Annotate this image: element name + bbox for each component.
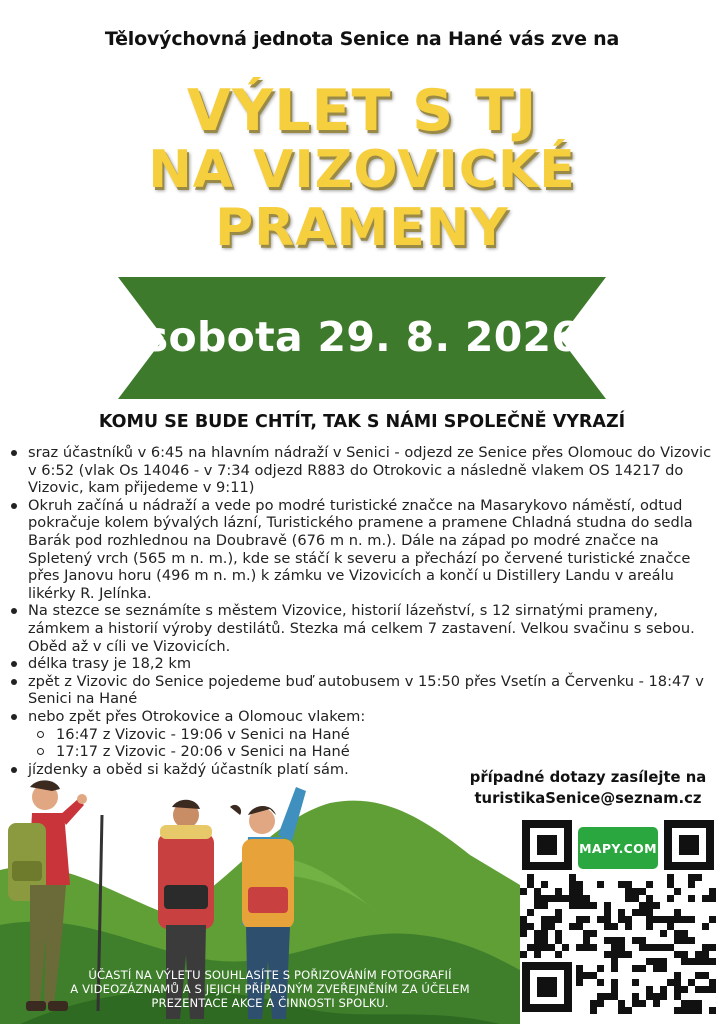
title-line-2: NA VIZOVICKÉ xyxy=(148,140,576,200)
footer-line-1: ÚČASTÍ NA VÝLETU SOUHLASÍTE S POŘIZOVÁNÍM FOTOGRAFIÍ xyxy=(88,968,452,982)
info-item-train-return: nebo zpět přes Otrokovice a Olomouc vlakem: xyxy=(8,708,720,726)
info-item-length: délka trasy je 18,2 km xyxy=(8,655,720,673)
qr-code[interactable] xyxy=(520,818,716,1014)
info-item-meeting: sraz účastníků v 6:45 na hlavním nádraží v Senici - odjezd ze Senice přes Olomouc do Vizovic v 6:52 (vlak Os 14046 - v 7:34 odjezd R883 do Otrokovic a následně vlakem OS 14217 do Vizovic, kam přijedeme v 9:11) xyxy=(8,444,720,497)
info-item-costs: jízdenky a oběd si každý účastník platí sám. xyxy=(8,761,720,779)
footer-line-3: PREZENTACE AKCE A ČINNOSTI SPOLKU. xyxy=(151,996,389,1010)
subheading: KOMU SE BUDE CHTÍT, TAK S NÁMI SPOLEČNĚ VYRAZÍ xyxy=(98,412,626,432)
date-banner xyxy=(0,277,724,399)
footer-line-2: A VIDEOZÁZNAMŮ A S JEJICH PŘÍPADNÝM ZVEŘEJNĚNÍM ZA ÚČELEM xyxy=(70,982,470,996)
event-info xyxy=(8,444,720,778)
mapy-logo-text: MAPY.COM xyxy=(579,840,657,856)
event-date: sobota 29. 8. 2026 xyxy=(143,313,581,361)
invite-text: Tělovýchovná jednota Senice na Hané vás zve na xyxy=(104,28,620,50)
info-subitem-train-1: 16:47 z Vizovic - 19:06 v Senici na Hané xyxy=(8,726,720,744)
info-item-bus-return: zpět z Vizovic do Senice pojedeme buď autobusem v 15:50 přes Vsetín a Červenku - 18:47 v Senici na Hané xyxy=(8,673,720,708)
title-line-3: PRAMENY xyxy=(215,198,509,258)
contact-text: případné dotazy zasílejte na xyxy=(469,769,707,786)
photo-consent-note xyxy=(40,968,500,1010)
info-list xyxy=(8,444,720,778)
contact-email[interactable]: turistikaSenice@seznam.cz xyxy=(474,790,702,807)
info-subitem-train-2: 17:17 z Vizovic - 20:06 v Senici na Hané xyxy=(8,743,720,761)
title-line-1: VÝLET S TJ xyxy=(186,78,538,144)
info-item-route: Okruh začíná u nádraží a vede po modré turistické značce na Masarykovo náměstí, odtud pokračuje kolem bývalých lázní, Turistického pramene a pramene Chladná studna do sedla Barák pod rozhlednou na Doubravě (676 m n. m.). Dále na západ po modré značce na Spletený vrch (565 m n. m.), kde se stáčí k severu a přechází po červené turistické značce přes Janovu horu (496 m n. m.) k zámku ve Vizovicích a končí u Distillery Landu v areálu likérky R. Jelínka. xyxy=(8,497,720,603)
info-item-trail: Na stezce se seznámíte s městem Vizovice, historií lázeňství, s 12 sirnatými prameny, zámkem a historií výroby destilátů. Stezka má celkem 7 zastavení. Velkou svačinu s sebou. Oběd až v cíli ve Vizovicích. xyxy=(8,602,720,655)
mapy-logo xyxy=(575,824,661,872)
